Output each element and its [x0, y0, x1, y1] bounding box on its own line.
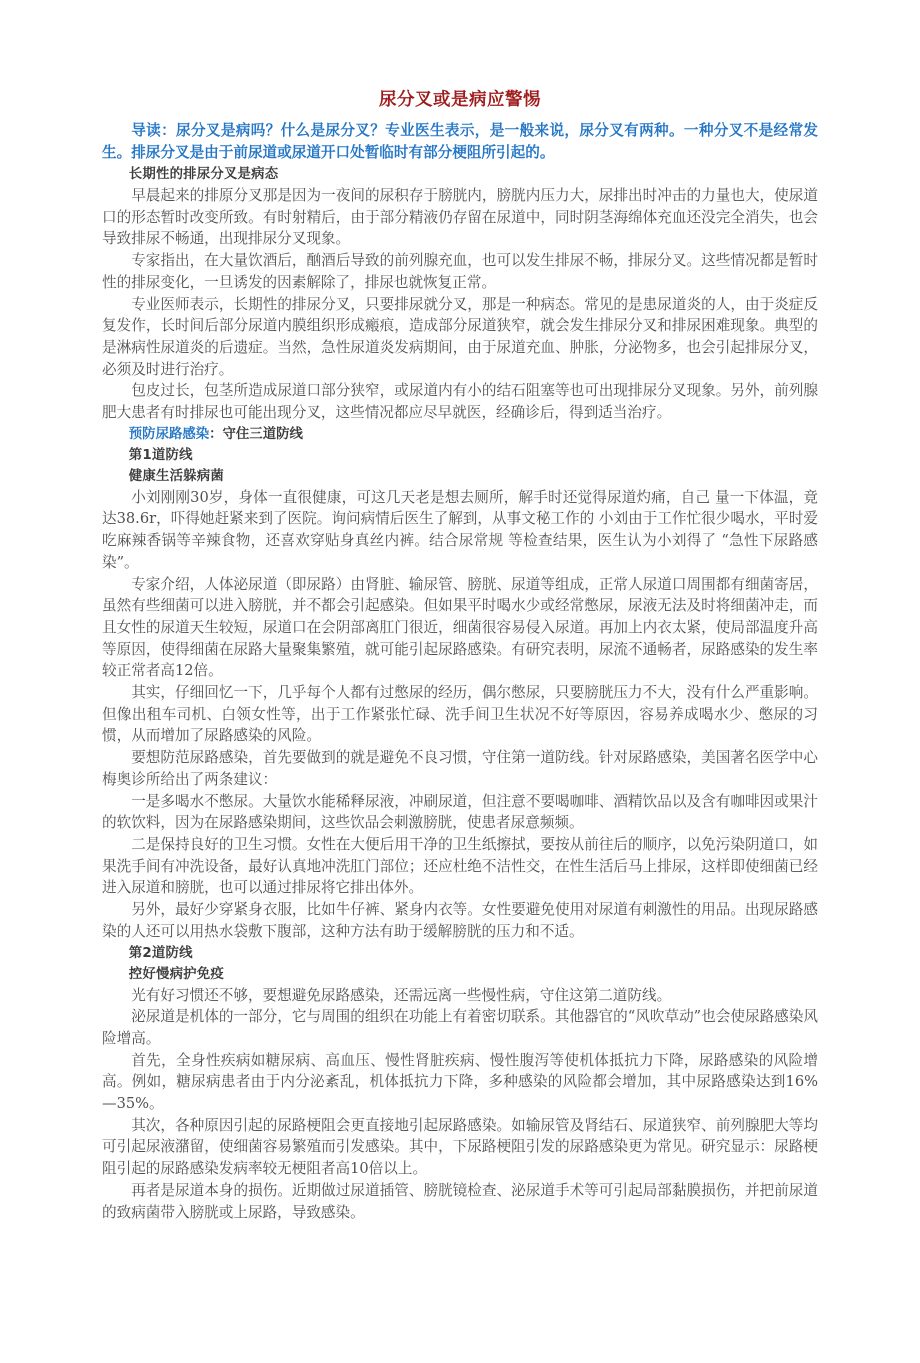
- document-body: [102, 164, 818, 1223]
- body-paragraph: 首先，全身性疾病如糖尿病、高血压、慢性肾脏疾病、慢性腹泻等使机体抵抗力下降，尿路感染的风险增高。例如，糖尿病患者由于内分泌紊乱，机体抵抗力下降，多种感染的风险都会增加，其中尿路感染达到16%—35%。: [102, 1051, 818, 1113]
- body-paragraph: 包皮过长，包茎所造成尿道口部分狭窄，或尿道内有小的结石阻塞等也可出现排尿分叉现象。另外，前列腺肥大患者有时排尿也可能出现分叉，这些情况都应尽早就医，经确诊后，得到适当治疗。: [102, 382, 818, 422]
- section-heading: 控好慢病护免疫: [128, 966, 224, 982]
- body-paragraph: 早晨起来的排原分叉那是因为一夜间的尿积存于膀胱内，膀胱内压力大，尿排出时冲击的力量也大，使尿道口的形态暂时改变所致。有时射精后，由于部分精液仍存留在尿道中，同时阴茎海绵体充血还没完全消失，也会导致排尿不畅通，出现排尿分叉现象。: [102, 187, 818, 248]
- bottom-whitespace: [102, 1223, 818, 1363]
- body-paragraph: 一是多喝水不憋尿。大量饮水能稀释尿液，冲刷尿道，但注意不要喝咖啡、酒精饮品以及含有咖啡因或果汁的软饮料，因为在尿路感染期间，这些饮品会刺激膀胱，使患者尿意频频。: [102, 792, 818, 832]
- body-paragraph: 其次，各种原因引起的尿路梗阻会更直接地引起尿路感染。如输尿管及肾结石、尿道狭窄、前列腺肥大等均可引起尿液潴留，使细菌容易繁殖而引发感染。其中，下尿路梗阻引发的尿路感染更为常见。研究显示：尿路梗阻引起的尿路感染发病率较无梗阻者高10倍以上。: [102, 1116, 818, 1178]
- page-title: 尿分叉或是病应警惕: [379, 90, 541, 110]
- section-heading: 第2道防线: [128, 945, 193, 961]
- section-heading: 第1道防线: [128, 447, 193, 463]
- section-heading: 长期性的排尿分叉是病态: [128, 167, 279, 182]
- body-paragraph: 泌尿道是机体的一部分，它与周围的组织在功能上有着密切联系。其他器官的“风吹草动”也会使尿路感染风险增高。: [102, 1008, 818, 1047]
- section-heading-rest-text: ：守住三道防线: [209, 426, 303, 442]
- body-paragraph: 专业医师表示，长期性的排尿分叉，只要排尿就分叉，那是一种病态。常见的是患尿道炎的人，由于炎症反复发作，长时间后部分尿道内膜组织形成瘢痕，造成部分尿道狭窄，就会发生排尿分叉和排尿困难现象。典型的是淋病性尿道炎的后遗症。当然，急性尿道炎发病期间，由于尿道充血、肿胀，分泌物多，也会引起排尿分叉，必须及时进行治疗。: [102, 295, 818, 378]
- body-paragraph: 要想防范尿路感染，首先要做到的就是避免不良习惯，守住第一道防线。针对尿路感染，美国著名医学中心梅奥诊所给出了两条建议：: [102, 749, 818, 788]
- body-paragraph: 再者是尿道本身的损伤。近期做过尿道插管、膀胱镜检查、泌尿道手术等可引起局部黏膜损伤，并把前尿道的致病菌带入膀胱或上尿路，导致感染。: [102, 1181, 818, 1221]
- body-paragraph: 专家介绍，人体泌尿道（即尿路）由肾脏、输尿管、膀胱、尿道等组成，正常人尿道口周围都有细菌寄居，虽然有些细菌可以进入膀胱，并不都会引起感染。但如果平时喝水少或经常憋尿，尿液无法及时将细菌冲走，而且女性的尿道天生较短，尿道口在会阴部离肛门很近，细菌很容易侵入尿道。再加上内衣太紧，使局部温度升高等原因，使得细菌在尿路大量聚集繁殖，就可能引起尿路感染。有研究表明，尿流不通畅者，尿路感染的发生率较正常者高12倍。: [102, 575, 818, 680]
- body-paragraph: 小刘刚刚30岁，身体一直很健康，可这几天老是想去厕所，解手时还觉得尿道灼痛，自己 量一下体温，竟达38.6r，吓得她赶紧来到了医院。询问病情后医生了解到，从事文秘工作的 小刘由于工作忙很少喝水，平时爱吃麻辣香锅等辛辣食物，还喜欢穿贴身真丝内裤。结合尿常规 等检查结果，医生认为小刘得了 “急性下尿路感染”。: [102, 488, 818, 571]
- section-heading: 健康生活躲病菌: [128, 468, 224, 484]
- body-paragraph: 二是保持良好的卫生习惯。女性在大便后用干净的卫生纸擦拭，要按从前往后的顺序，以免污染阴道口，如果洗手间有冲洗设备，最好认真地冲洗肛门部位；还应杜绝不洁性交，在性生活后马上排尿，这样即使细菌已经进入尿道和膀胱，也可以通过排尿将它排出体外。: [102, 835, 818, 897]
- body-paragraph: 其实，仔细回忆一下，几乎每个人都有过憋尿的经历，偶尔憋尿，只要膀胱压力不大，没有什么严重影响。但像出租车司机、白领女性等，出于工作紧张忙碌、洗手间卫生状况不好等原因，容易养成喝水少、憋尿的习惯，从而增加了尿路感染的风险。: [102, 684, 818, 745]
- section-heading-accent-text: 预防尿路感染: [128, 426, 210, 442]
- body-paragraph: 专家指出，在大量饮酒后，酗酒后导致的前列腺充血，也可以发生排尿不畅，排尿分叉。这些情况都是暂时性的排尿变化，一旦诱发的因素解除了，排尿也就恢复正常。: [102, 252, 818, 291]
- body-paragraph: 另外，最好少穿紧身衣服，比如牛仔裤、紧身内衣等。女性要避免使用对尿道有刺激性的用品。出现尿路感染的人还可以用热水袋敷下腹部，这种方法有助于缓解膀胱的压力和不适。: [102, 901, 818, 940]
- lead-paragraph: 导读：尿分叉是病吗？什么是尿分叉？专业医生表示，是一般来说，尿分叉有两种。一种分叉不是经常发生。排尿分叉是由于前尿道或尿道开口处暂临时有部分梗阻所引起的。: [102, 122, 818, 161]
- body-paragraph: 光有好习惯还不够，要想避免尿路感染，还需远离一些慢性病，守住这第二道防线。: [131, 986, 672, 1004]
- section-heading-accent: [102, 424, 818, 445]
